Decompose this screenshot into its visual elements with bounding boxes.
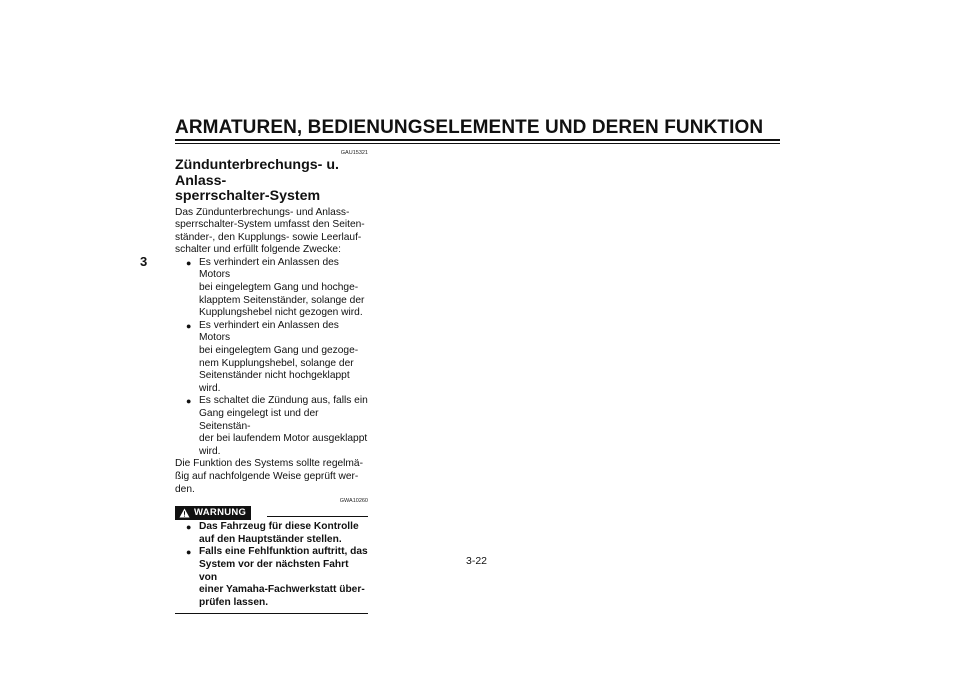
function-list — [175, 257, 368, 459]
text-line: Kupplungshebel nicht gezogen wird. — [199, 307, 363, 319]
intro-paragraph — [175, 207, 368, 257]
list-item — [175, 546, 368, 609]
text-line: wird. — [199, 445, 221, 457]
text-line: prüfen lassen. — [199, 596, 269, 608]
text-line: Falls eine Fehlfunktion auftritt, das — [199, 546, 368, 558]
page-number: 3-22 — [466, 555, 488, 567]
warning-list — [175, 521, 368, 609]
page-header-title: ARMATUREN, BEDIENUNGSELEMENTE UND DEREN FUNKTION — [175, 117, 764, 138]
warning-label: WARNUNG — [194, 506, 247, 518]
list-item — [175, 320, 368, 396]
text-line: Das Fahrzeug für diese Kontrolle — [199, 521, 359, 533]
text-line: Die Funktion des Systems sollte regelmä- — [175, 458, 363, 470]
chapter-tab: 3 — [140, 254, 148, 269]
warning-box — [175, 498, 368, 614]
text-line: Gang eingelegt ist und der Seitenstän- — [199, 408, 319, 432]
warning-code: GWA10260 — [339, 498, 368, 505]
list-item — [175, 395, 368, 458]
text-line: Das Zündunterbrechungs- und Anlass- — [175, 206, 350, 218]
warning-rule — [267, 516, 368, 517]
bullet-icon: ● — [186, 522, 192, 533]
bullet-icon: ● — [186, 547, 192, 558]
section-title — [175, 158, 368, 205]
section-title-line: sperrschalter-System — [175, 188, 321, 204]
header-rule-thin — [175, 143, 780, 144]
text-line: ßig auf nachfolgende Weise geprüft wer- — [175, 470, 359, 482]
section-code: GAU15321 — [340, 150, 368, 156]
warning-triangle-icon — [179, 508, 190, 518]
warning-header — [175, 505, 368, 521]
text-line: schalter und erfüllt folgende Zwecke: — [175, 244, 341, 256]
text-line: den. — [175, 483, 195, 495]
bullet-icon: ● — [186, 320, 192, 331]
list-item — [175, 521, 368, 546]
text-line: bei eingelegtem Gang und hochge- — [199, 282, 359, 294]
text-line: nem Kupplungshebel, solange der — [199, 357, 354, 369]
text-line: der bei laufendem Motor ausgeklappt — [199, 433, 368, 445]
warning-bottom-rule — [175, 613, 368, 614]
outro-paragraph — [175, 458, 368, 496]
text-line: einer Yamaha-Fachwerkstatt über- — [199, 584, 365, 596]
content-column — [175, 150, 368, 614]
text-line: Es verhindert ein Anlassen des Motors — [199, 319, 339, 344]
text-line: bei eingelegtem Gang und gezoge- — [199, 345, 359, 357]
text-line: wird. — [199, 382, 221, 394]
header-rule-thick — [175, 139, 780, 141]
text-line: Seitenständer nicht hochgeklappt — [199, 370, 350, 382]
text-line: ständer-, den Kupplungs- sowie Leerlauf- — [175, 231, 362, 243]
list-item — [175, 257, 368, 320]
section-title-line: Zündunterbrechungs- u. Anlass- — [175, 157, 339, 189]
text-line: auf den Hauptständer stellen. — [199, 533, 342, 545]
warning-badge — [175, 506, 251, 520]
bullet-icon: ● — [186, 396, 192, 407]
text-line: klapptem Seitenständer, solange der — [199, 294, 365, 306]
text-line: System vor der nächsten Fahrt von — [199, 558, 349, 583]
text-line: Es verhindert ein Anlassen des Motors — [199, 256, 339, 281]
bullet-icon: ● — [186, 257, 192, 268]
text-line: Es schaltet die Zündung aus, falls ein — [199, 395, 368, 407]
text-line: sperrschalter-System umfasst den Seiten- — [175, 219, 365, 231]
